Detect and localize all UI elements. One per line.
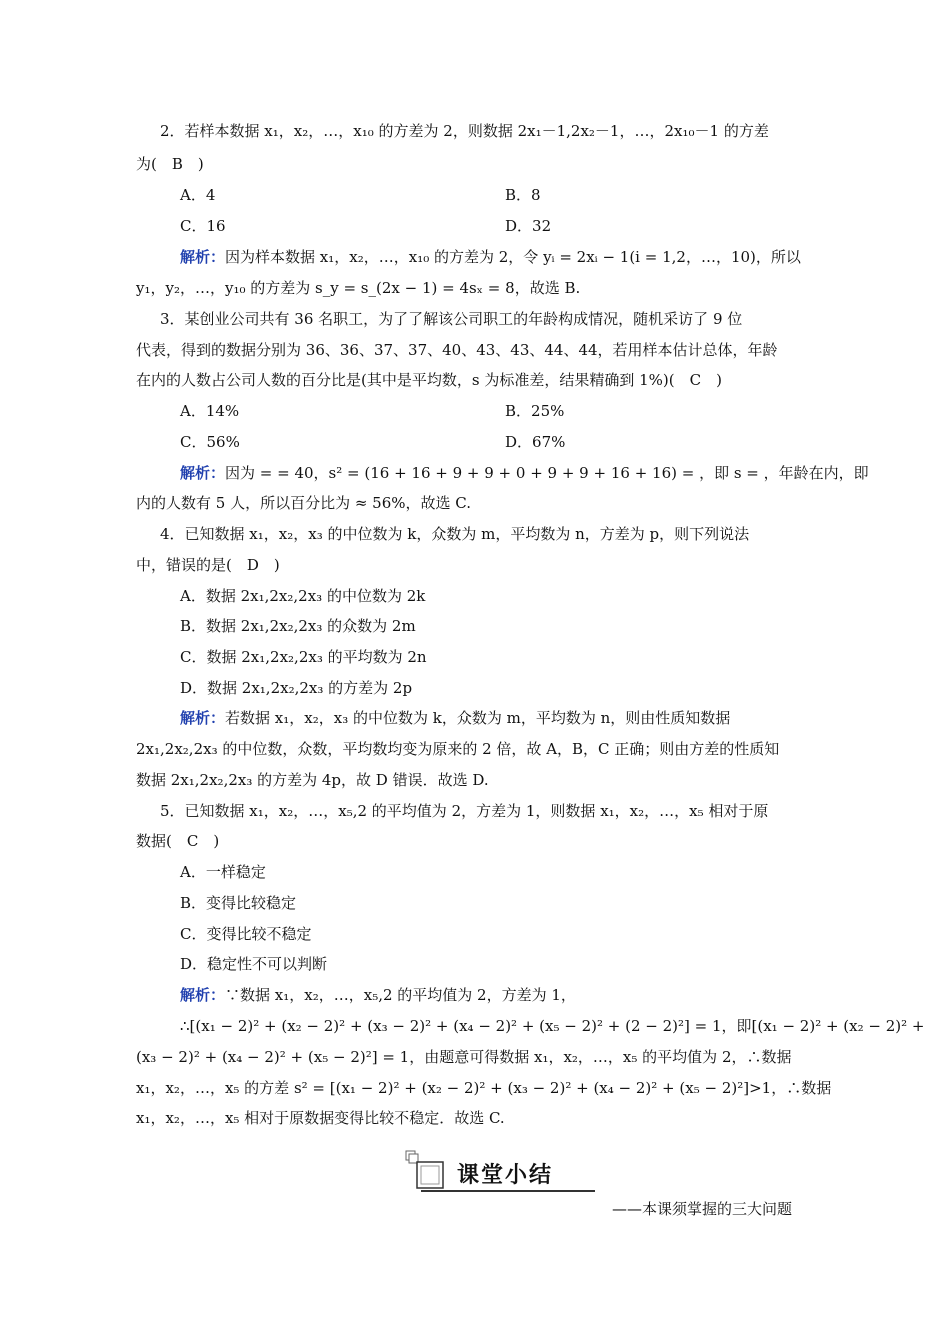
square-bracket-icon — [405, 1150, 445, 1190]
q3-stem-line3: 在内的人数占公司人数的百分比是(其中是平均数，s 为标准差，结果精确到 1%)( C ) — [136, 371, 722, 389]
q5-analysis-text: ∵数据 x₁，x₂，…，x₅,2 的平均值为 2，方差为 1， — [225, 986, 576, 1004]
section-subtitle: ——本课须掌握的三大问题 — [612, 1200, 793, 1218]
q2-option-a: A．4 — [180, 186, 216, 204]
q5-option-a: A．一样稳定 — [180, 863, 266, 881]
analysis-label: 解析： — [180, 464, 226, 482]
q4-analysis-line2: 2x₁,2x₂,2x₃ 的中位数，众数，平均数均变为原来的 2 倍，故 A，B，C 正确；则由方差的性质知 — [136, 740, 780, 758]
q2-option-c: C．16 — [180, 217, 226, 235]
q5-option-c: C．变得比较不稳定 — [180, 925, 312, 943]
q2-analysis-line2: y₁，y₂，…，y₁₀ 的方差为 s_y = s_(2x − 1) = 4sₓ = 8，故选 B. — [136, 279, 581, 297]
q4-option-c: C．数据 2x₁,2x₂,2x₃ 的平均数为 2n — [180, 648, 427, 666]
title-underline — [421, 1190, 595, 1192]
q3-analysis-line1 — [180, 462, 869, 484]
q5-analysis-line4: x₁，x₂，…，x₅ 的方差 s² = [(x₁ − 2)² + (x₂ − 2)² + (x₃ − 2)² + (x₄ − 2)² + (x₅ − 2)²]>1，∴数据 — [136, 1079, 832, 1097]
q4-stem-line1: 4．已知数据 x₁，x₂，x₃ 的中位数为 k，众数为 m，平均数为 n，方差为 p，则下列说法 — [160, 525, 750, 543]
q3-stem-line1: 3．某创业公司共有 36 名职工，为了了解该公司职工的年龄构成情况，随机采访了 9 位 — [160, 310, 743, 328]
q2-analysis-text: 因为样本数据 x₁，x₂，…，x₁₀ 的方差为 2，令 yᵢ = 2xᵢ − 1(i = 1,2，…，10)，所以 — [225, 248, 801, 266]
q2-stem-line1: 2．若样本数据 x₁，x₂，…，x₁₀ 的方差为 2，则数据 2x₁－1,2x₂－1，…，2x₁₀－1 的方差 — [160, 122, 769, 140]
analysis-label: 解析： — [180, 248, 226, 266]
q4-stem-line2: 中，错误的是( D ) — [136, 556, 280, 574]
section-title: 课堂小结 — [457, 1163, 554, 1188]
q5-analysis-line2: ∴[(x₁ − 2)² + (x₂ − 2)² + (x₃ − 2)² + (x₄ − 2)² + (x₅ − 2)² + (2 − 2)²] = 1，即[(x₁ − 2)² + (x₂ − 2)² + — [180, 1017, 925, 1035]
analysis-label: 解析： — [180, 986, 226, 1004]
q5-stem-line1: 5．已知数据 x₁，x₂，…，x₅,2 的平均值为 2，方差为 1，则数据 x₁，x₂，…，x₅ 相对于原 — [160, 802, 769, 820]
q4-option-d: D．数据 2x₁,2x₂,2x₃ 的方差为 2p — [180, 679, 413, 697]
q3-option-d: D．67% — [505, 433, 566, 451]
q3-analysis-line2: 内的人数有 5 人，所以百分比为 ≈ 56%，故选 C. — [136, 494, 472, 512]
q2-option-d: D．32 — [505, 217, 552, 235]
q3-option-b: B．25% — [505, 402, 565, 420]
q2-option-b: B．8 — [505, 186, 541, 204]
q5-stem-line2: 数据( C ) — [136, 832, 220, 850]
section-header-summary — [405, 1150, 595, 1196]
q4-analysis-line3: 数据 2x₁,2x₂,2x₃ 的方差为 4p，故 D 错误．故选 D. — [136, 771, 489, 789]
q5-option-d: D．稳定性不可以判断 — [180, 955, 328, 973]
q4-option-b: B．数据 2x₁,2x₂,2x₃ 的众数为 2m — [180, 617, 416, 635]
q3-option-a: A．14% — [180, 402, 240, 420]
analysis-label: 解析： — [180, 709, 226, 727]
q5-option-b: B．变得比较稳定 — [180, 894, 297, 912]
q5-analysis-line5: x₁，x₂，…，x₅ 相对于原数据变得比较不稳定．故选 C. — [136, 1109, 505, 1127]
q4-analysis-text: 若数据 x₁，x₂，x₃ 的中位数为 k，众数为 m，平均数为 n，则由性质知数据 — [225, 709, 731, 727]
q4-option-a: A．数据 2x₁,2x₂,2x₃ 的中位数为 2k — [180, 587, 426, 605]
q4-analysis-line1 — [180, 707, 730, 729]
q3-option-c: C．56% — [180, 433, 240, 451]
q3-stem-line2: 代表，得到的数据分别为 36、36、37、37、40、43、43、44、44，若用样本估计总体，年龄 — [136, 341, 778, 359]
q2-analysis-line1 — [180, 246, 801, 268]
q5-analysis-line1 — [180, 984, 576, 1006]
q2-stem-line2: 为( B ) — [136, 155, 204, 173]
q5-analysis-line3: (x₃ − 2)² + (x₄ − 2)² + (x₅ − 2)²] = 1，由题意可得数据 x₁，x₂，…，x₅ 的平均值为 2，∴数据 — [136, 1048, 792, 1066]
q3-analysis-text: 因为 = = 40，s² = (16 + 16 + 9 + 9 + 0 + 9 + 9 + 16 + 16) = ，即 s = ，年龄在内，即 — [225, 464, 869, 482]
